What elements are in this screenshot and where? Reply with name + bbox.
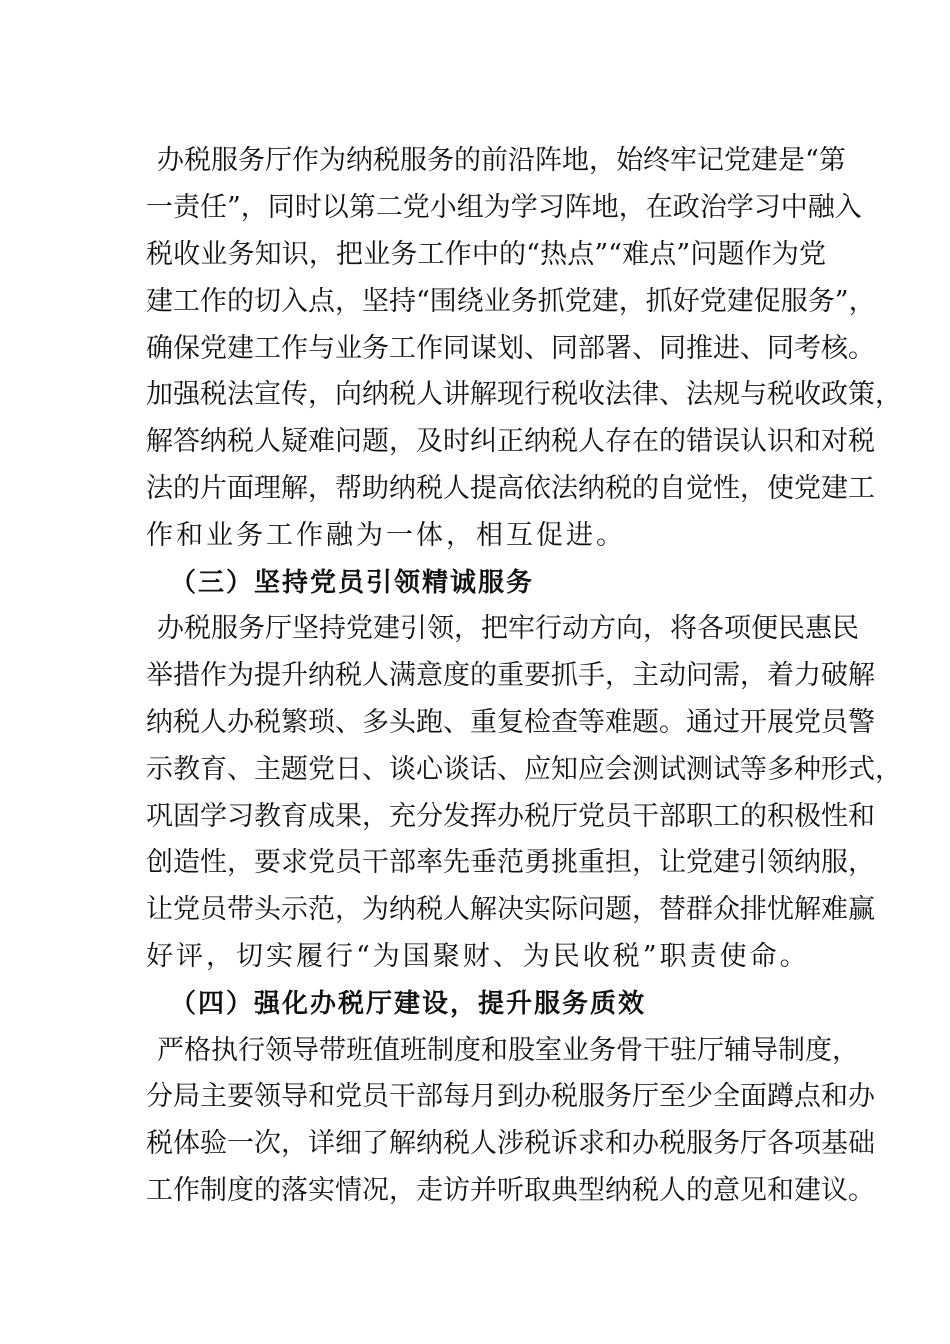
- paragraph-1-line-4: 建工作的切入点，坚持“围绕业务抓党建，抓好党建促服务”，: [146, 286, 876, 317]
- paragraph-2-line-7: 让党员带头示范，为纳税人解决实际问题，替群众排忧解难赢: [146, 894, 875, 925]
- paragraph-1-line-3: 税收业务知识，把业务工作中的“热点”“难点”问题作为党: [146, 239, 826, 270]
- paragraph-1-line-2: 一责任”，同时以第二党小组为学习阵地，在政治学习中融入: [146, 192, 862, 223]
- paragraph-1-line-8: 法的片面理解，帮助纳税人提高依法纳税的自觉性，使党建工: [146, 473, 875, 504]
- paragraph-3-line-4: 工作制度的落实情况，走访并听取典型纳税人的意见和建议。: [146, 1175, 875, 1206]
- paragraph-2-line-1: 办税服务厅坚持党建引领，把牢行动方向，将各项便民惠民: [157, 613, 859, 644]
- paragraph-2-line-8: 好评，切实履行“为国聚财、为民收税”职责使命。: [146, 941, 810, 972]
- paragraph-3-line-1: 严格执行领导带班值班制度和股室业务骨干驻厅辅导制度，: [157, 1035, 859, 1066]
- section-heading-3: （三）坚持党员引领精诚服务: [170, 568, 535, 598]
- paragraph-2-line-4: 示教育、主题党日、谈心谈话、应知应会测试测试等多种形式，: [146, 754, 902, 785]
- paragraph-2-line-2: 举措作为提升纳税人满意度的重要抓手，主动问需，着力破解: [146, 660, 875, 691]
- paragraph-3-line-3: 税体验一次，详细了解纳税人涉税诉求和办税服务厅各项基础: [146, 1128, 875, 1159]
- paragraph-1-line-1: 办税服务厅作为纳税服务的前沿阵地，始终牢记党建是“第: [157, 145, 846, 176]
- paragraph-2-line-5: 巩固学习教育成果，充分发挥办税厅党员干部职工的积极性和: [146, 801, 875, 832]
- paragraph-3-line-2: 分局主要领导和党员干部每月到办税服务厅至少全面蹲点和办: [146, 1081, 875, 1112]
- paragraph-1-line-5: 确保党建工作与业务工作同谋划、同部署、同推进、同考核。: [146, 333, 875, 364]
- paragraph-2-line-3: 纳税人办税繁琐、多头跑、重复检查等难题。通过开展党员警: [146, 707, 875, 738]
- paragraph-2-line-6: 创造性，要求党员干部率先垂范勇挑重担，让党建引领纳服，: [146, 847, 875, 878]
- paragraph-1-line-6: 加强税法宣传，向纳税人讲解现行税收法律、法规与税收政策，: [146, 379, 902, 410]
- paragraph-1-line-7: 解答纳税人疑难问题，及时纠正纳税人存在的错误认识和对税: [146, 426, 875, 457]
- paragraph-1-line-9: 作和业务工作融为一体，相互促进。: [146, 520, 626, 551]
- section-heading-4: （四）强化办税厅建设，提升服务质效: [170, 989, 647, 1019]
